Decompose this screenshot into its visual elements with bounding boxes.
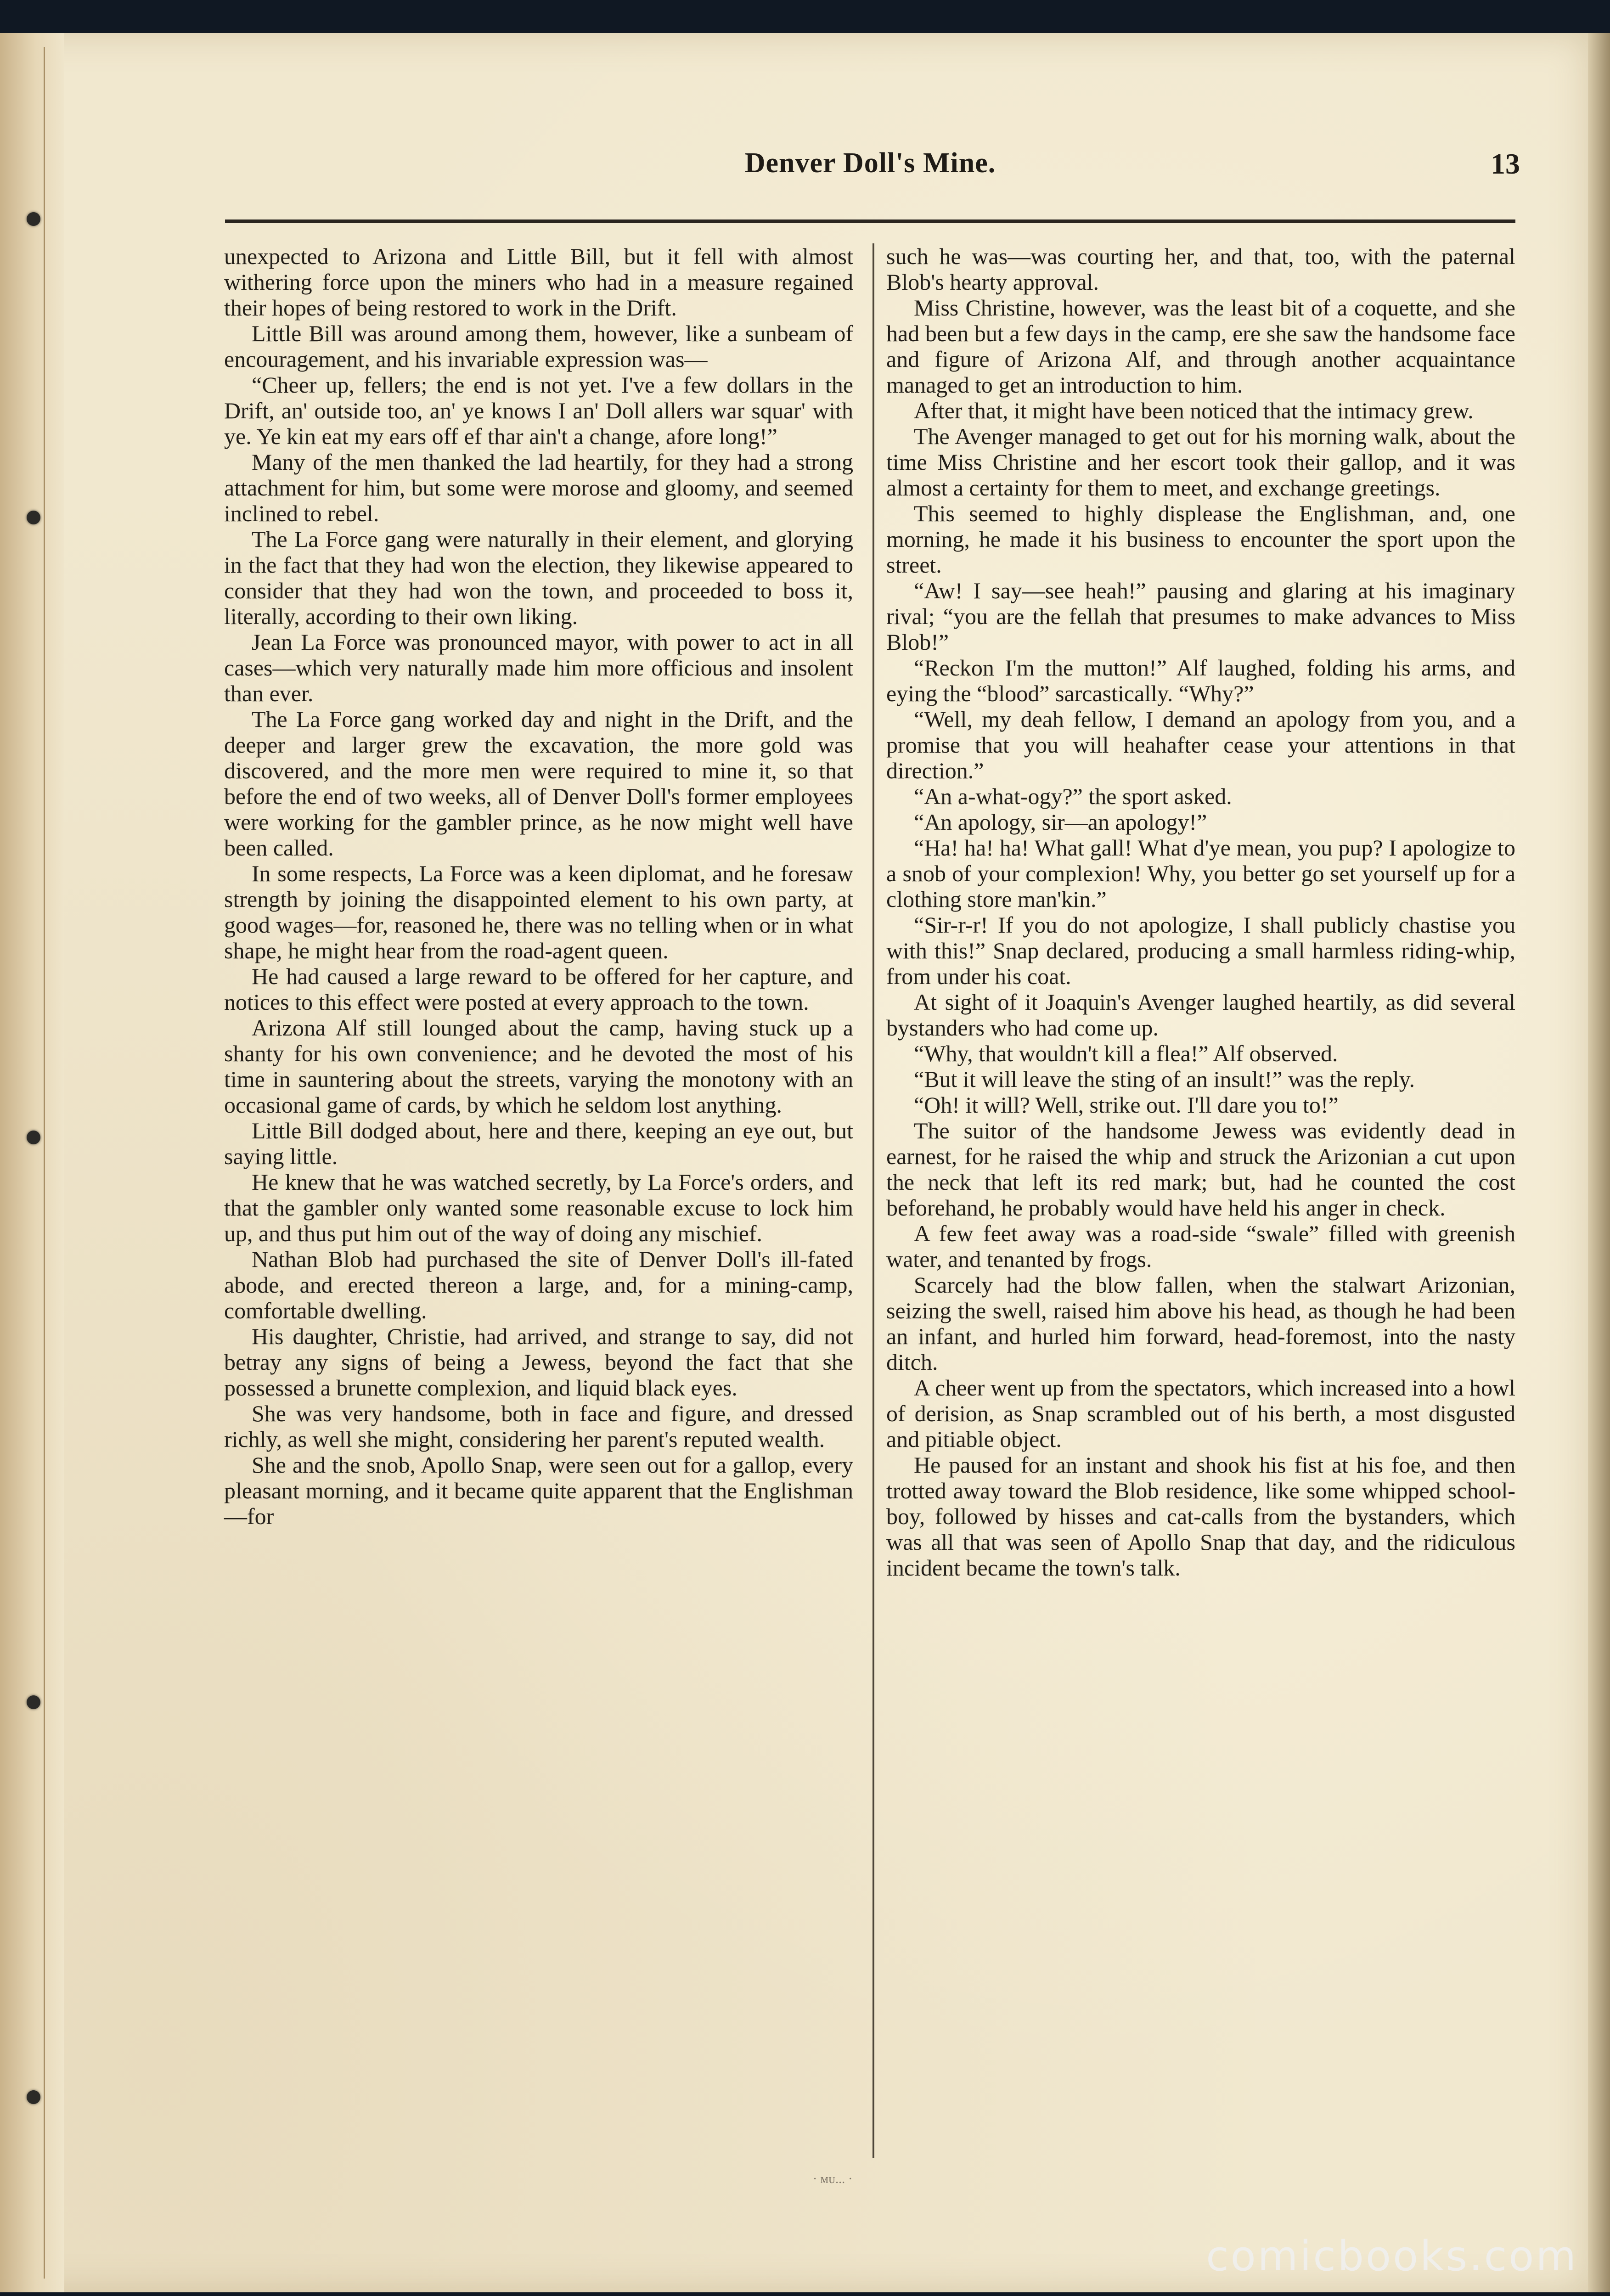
page-number: 13 xyxy=(1491,147,1520,180)
paragraph: Many of the men thanked the lad heartily, for they had a strong attachment for him, but some were morose and gloomy, and seemed inclined to rebel. xyxy=(224,449,853,526)
paragraph: such he was—was courting her, and that, too, with the paternal Blob's hearty approval. xyxy=(886,243,1515,295)
paragraph: “Well, my deah fellow, I demand an apology from you, and a promise that you will heahafter cease your attentions in that direction.” xyxy=(886,706,1515,783)
footer-mark: · ᴍᴜ... · xyxy=(813,2172,853,2186)
paragraph: This seemed to highly displease the Englishman, and, one morning, he made it his business to encounter the sport upon the street. xyxy=(886,501,1515,578)
page-header xyxy=(220,129,1520,193)
header-rule xyxy=(225,219,1515,223)
paragraph: “Reckon I'm the mutton!” Alf laughed, folding his arms, and eying the “blood” sarcastically. “Why?” xyxy=(886,655,1515,706)
paragraph: In some respects, La Force was a keen diplomat, and he foresaw strength by joining the disappointed element to his own party, at good wages—for, reasoned he, there was no telling when or in what shape, he might hear from the road-agent queen. xyxy=(224,861,853,963)
paragraph: “Ha! ha! ha! What gall! What d'ye mean, you pup? I apologize to a snob of your complexion! Why, you better go set yourself up for a clothing store man'kin.” xyxy=(886,835,1515,912)
paragraph: Little Bill was around among them, however, like a sunbeam of encouragement, and his invariable expression was— xyxy=(224,321,853,372)
running-title: Denver Doll's Mine. xyxy=(744,147,996,179)
paragraph: He had caused a large reward to be offered for her capture, and notices to this effect were posted at every approach to the town. xyxy=(224,963,853,1015)
paragraph: “Sir-r-r! If you do not apologize, I shall publicly chastise you with this!” Snap declared, producing a small harmless riding-whip, from under his coat. xyxy=(886,912,1515,989)
page-edge xyxy=(1588,33,1610,2292)
paragraph: He paused for an instant and shook his fist at his foe, and then trotted away toward the Blob residence, like some whipped school-boy, followed by hisses and cat-calls from the bystanders, which was all that was seen of Apollo Snap that day, and the ridiculous incident became the town's talk. xyxy=(886,1452,1515,1581)
binding-stitch xyxy=(27,2090,40,2104)
paragraph: She was very handsome, both in face and figure, and dressed richly, as well she might, considering her parent's reputed wealth. xyxy=(224,1401,853,1452)
paragraph: At sight of it Joaquin's Avenger laughed heartily, as did several bystanders who had come up. xyxy=(886,989,1515,1041)
paragraph: Nathan Blob had purchased the site of Denver Doll's ill-fated abode, and erected thereon a large, and, for a mining-camp, comfortable dwelling. xyxy=(224,1246,853,1323)
paragraph: His daughter, Christie, had arrived, and strange to say, did not betray any signs of being a Jewess, beyond the fact that she possessed a brunette complexion, and liquid black eyes. xyxy=(224,1323,853,1401)
paragraph: The Avenger managed to get out for his morning walk, about the time Miss Christine and her escort took their gallop, and it was almost a certainty for them to meet, and exchange greetings. xyxy=(886,423,1515,501)
paragraph: Jean La Force was pronounced mayor, with power to act in all cases—which very naturally made him more officious and insolent than ever. xyxy=(224,629,853,706)
paragraph: “An apology, sir—an apology!” xyxy=(914,809,1207,835)
paragraph: “Aw! I say—see heah!” pausing and glaring at his imaginary rival; “you are the fellah that presumes to make advances to Miss Blob!” xyxy=(886,578,1515,655)
paragraph: unexpected to Arizona and Little Bill, but it fell with almost withering force upon the miners who had in a measure regained their hopes of being restored to work in the Drift. xyxy=(224,243,853,321)
binding-line xyxy=(44,47,45,2279)
paragraph: A cheer went up from the spectators, which increased into a howl of derision, as Snap scrambled out of his berth, a most disgusted and pitiable object. xyxy=(886,1375,1515,1452)
watermark: comicbooks.com xyxy=(1206,2232,1578,2280)
left-text-column xyxy=(224,243,853,2172)
paragraph: She and the snob, Apollo Snap, were seen out for a gallop, every pleasant morning, and it became quite apparent that the Englishman—for xyxy=(224,1452,853,1529)
paragraph: “Why, that wouldn't kill a flea!” Alf observed. xyxy=(914,1041,1338,1066)
paragraph: “Cheer up, fellers; the end is not yet. I've a few dollars in the Drift, an' outside too, an' ye knows I an' Doll allers war squar' with ye. Ye kin eat my ears off ef thar ain't a change, afore long!” xyxy=(224,372,853,449)
paragraph: The La Force gang were naturally in their element, and glorying in the fact that they had won the election, they likewise appeared to consider that they had won the town, and proceeded to boss it, literally, according to their own liking. xyxy=(224,526,853,629)
right-text-column xyxy=(886,243,1515,2172)
binding-stitch xyxy=(27,1131,40,1144)
column-divider xyxy=(873,243,874,2158)
paragraph: A few feet away was a road-side “swale” filled with greenish water, and tenanted by frogs. xyxy=(886,1221,1515,1272)
paragraph: Scarcely had the blow fallen, when the stalwart Arizonian, seizing the swell, raised him above his head, as though he had been an infant, and hurled him forward, head-foremost, into the nasty ditch. xyxy=(886,1272,1515,1375)
paragraph: “An a-what-ogy?” the sport asked. xyxy=(914,783,1232,809)
binding-stitch xyxy=(27,212,40,226)
binding-stitch xyxy=(27,511,40,524)
paragraph: Arizona Alf still lounged about the camp, having stuck up a shanty for his own convenience; and he devoted the most of his time in sauntering about the streets, varying the monotony with an occasional game of cards, by which he seldom lost anything. xyxy=(224,1015,853,1118)
paragraph: He knew that he was watched secretly, by La Force's orders, and that the gambler only wanted some reasonable excuse to lock him up, and thus put him out of the way of doing any mischief. xyxy=(224,1169,853,1246)
paragraph: Little Bill dodged about, here and there, keeping an eye out, but saying little. xyxy=(224,1118,853,1169)
paragraph: “But it will leave the sting of an insult!” was the reply. xyxy=(914,1066,1415,1092)
paragraph: “Oh! it will? Well, strike out. I'll dare you to!” xyxy=(914,1092,1339,1118)
paragraph: Miss Christine, however, was the least bit of a coquette, and she had been but a few days in the camp, ere she saw the handsome face and figure of Arizona Alf, and through another acquaintance managed to get an introduction to him. xyxy=(886,295,1515,398)
paragraph: After that, it might have been noticed that the intimacy grew. xyxy=(914,398,1474,423)
paragraph: The suitor of the handsome Jewess was evidently dead in earnest, for he raised the whip and struck the Arizonian a cut upon the neck that left its red mark; but, had he counted the cost beforehand, he probably would have held his anger in check. xyxy=(886,1118,1515,1221)
page-gutter xyxy=(0,33,64,2292)
binding-stitch xyxy=(27,1695,40,1709)
paragraph: The La Force gang worked day and night in the Drift, and the deeper and larger grew the excavation, the more gold was discovered, and the more men were required to mine it, so that before the end of two weeks, all of Denver Doll's former employees were working for the gambler prince, as he now might well have been called. xyxy=(224,706,853,861)
